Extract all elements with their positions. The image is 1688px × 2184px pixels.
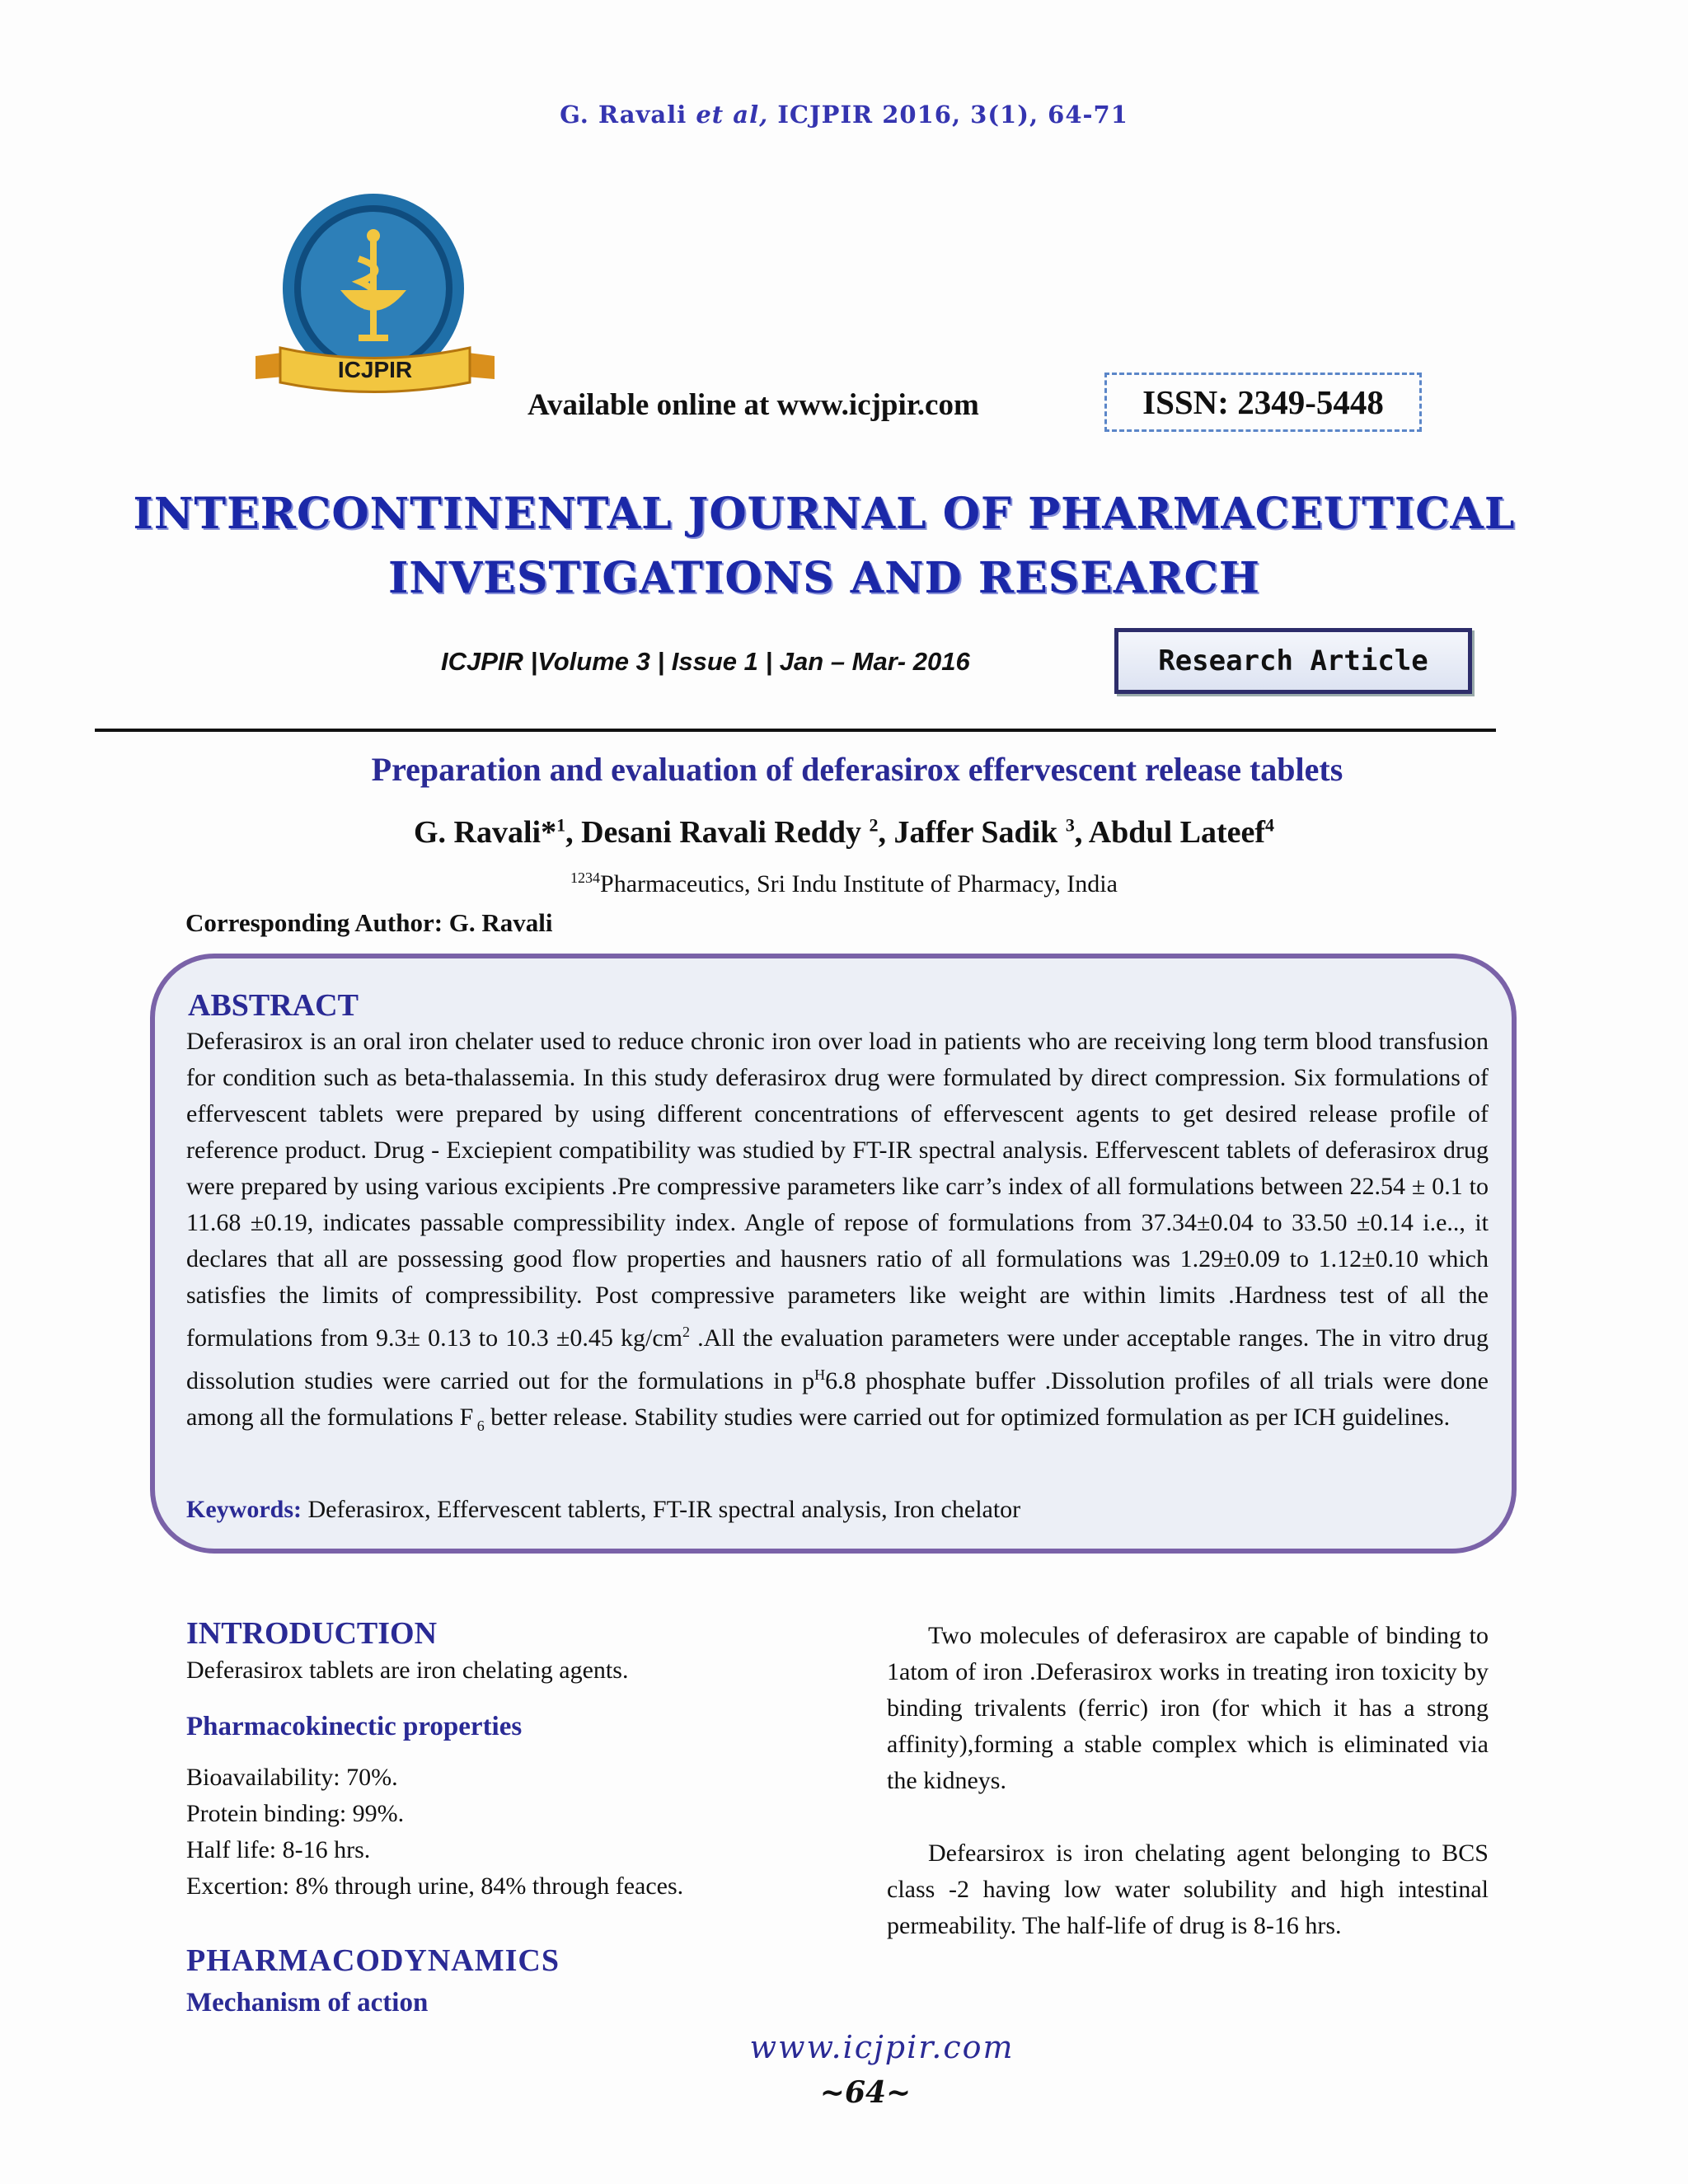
introduction-heading: INTRODUCTION [186,1616,438,1651]
article-title: Preparation and evaluation of deferasirox effervescent release tablets [371,751,1343,788]
author-affiliation-mark: 3 [1065,814,1075,836]
abstract-sup-2: 2 [682,1324,690,1340]
page-number: ~64~ [819,2075,912,2110]
author-separator: , [565,815,582,850]
journal-title-line1: INTERCONTINENTAL JOURNAL OF PHARMACEUTICAL [133,489,1516,539]
author-name: Abdul Lateef [1088,815,1266,850]
abstract-body [186,1024,1489,1444]
abstract-text-part2: .All the evaluation parameters were under acceptable ranges. The in vitro drug dissolution studies were carried out for the formulations in p [186,1324,1489,1394]
abstract-sub-6: 6 [473,1418,485,1434]
volume-line: ICJPIR |Volume 3 | Issue 1 | Jan – Mar- 2016 [441,647,970,676]
journal-title [124,482,1525,611]
affiliation-mark: 1234 [570,869,601,886]
affiliation-text: Pharmaceutics, Sri Indu Institute of Pharmacy, India [600,870,1118,898]
issn-text: ISSN: 2349-5448 [1142,383,1384,421]
author-affiliation-mark: 2 [869,814,879,836]
running-head [0,101,1688,129]
author-name: Jaffer Sadik [893,815,1066,850]
journal-title-line2: INVESTIGATIONS AND RESEARCH [387,553,1260,603]
author-name: G. Ravali* [413,815,557,850]
availability-line: Available online at www.icjpir.com [528,388,979,422]
footer-url[interactable]: www.icjpir.com [749,2029,1015,2065]
paragraph-text: Two molecules of deferasirox are capable of binding to 1atom of iron .Deferasirox works in treating iron toxicity by binding trivalents (ferric) iron (for which it has a strong affinity),forming a stable complex which is eliminated via the kidneys. [887,1622,1489,1794]
list-item: Excertion: 8% through urine, 84% through feaces. [186,1872,684,1900]
pharmacokinetic-list [186,1760,683,1905]
abstract-sup-h: H [814,1366,826,1383]
header-rule [95,729,1496,732]
author-affiliation-mark: 4 [1265,814,1275,836]
keywords-label: Keywords: [186,1496,302,1523]
right-column-paragraph-1 [887,1618,1489,1799]
author-list [0,814,1688,851]
list-item: Bioavailability: 70%. [186,1764,398,1791]
right-column-paragraph-2 [887,1835,1489,1944]
pharmacokinetic-heading: Pharmacokinectic properties [186,1712,523,1741]
introduction-text: Deferasirox tablets are iron chelating agents. [186,1657,629,1684]
abstract-heading: ABSTRACT [188,988,359,1023]
keywords-line [186,1496,1020,1524]
author-separator: , [878,815,894,850]
corresponding-author: Corresponding Author: G. Ravali [185,908,553,937]
logo-text: ICJPIR [337,357,413,382]
journal-logo [251,191,499,415]
author-separator: , [1074,815,1089,850]
running-head-etal: et al, [696,101,769,129]
abstract-text-part3: 6.8 phosphate buffer .Dissolution profiles of all trials were done among all the formulations F [186,1367,1489,1431]
list-item: Half life: 8-16 hrs. [186,1836,371,1863]
article-type-badge: Research Article [1114,628,1472,694]
affiliation [0,869,1688,898]
author-name: Desani Ravali Reddy [581,815,870,850]
abstract-text-part4: better release. Stability studies were carried out for optimized formulation as per ICH guidelines. [484,1404,1451,1431]
list-item: Protein binding: 99%. [186,1800,405,1827]
paragraph-text: Defearsirox is iron chelating agent belonging to BCS class -2 having low water solubility and high intestinal permeability. The half-life of drug is 8-16 hrs. [887,1840,1489,1939]
mechanism-heading: Mechanism of action [186,1988,429,2018]
author-affiliation-mark: 1 [556,814,566,836]
pharmacodynamics-heading: PHARMACODYNAMICS [186,1943,560,1978]
issn-box [1104,373,1422,432]
running-head-authors: G. Ravali [560,101,687,129]
running-head-citation: ICJPIR 2016, 3(1), 64-71 [777,101,1128,129]
keywords-text: Deferasirox, Effervescent tablerts, FT-IR spectral analysis, Iron chelator [301,1496,1021,1523]
abstract-text-part1: Deferasirox is an oral iron chelater used to reduce chronic iron over load in patients who are receiving long term blood transfusion for condition such as beta-thalassemia. In this study deferasirox drug were formulated by direct compression. Six formulations of effervescent tablets were prepared by using different concentrations of effervescent agents to get desired release profile of reference product. Drug - Exciepient compatibility was studied by FT-IR spectral analysis. Effervescent tablets of deferasirox drug were prepared by using various excipients .Pre compressive parameters like carr’s index of all formulations between 22.54 ± 0.1 to 11.68 ±0.19, indicates passable compressibility index. Angle of repose of formulations from 37.34±0.04 to 33.50 ±0.14 i.e.., it declares that all are possessing good flow properties and hausners ratio of all formulations was 1.29±0.09 to 1.12±0.10 which satisfies the limits of compressibility. Post compressive parameters like weight are within limits .Hardness test of all the formulations from 9.3± 0.13 to 10.3 ±0.45 kg/cm [186,1028,1489,1352]
